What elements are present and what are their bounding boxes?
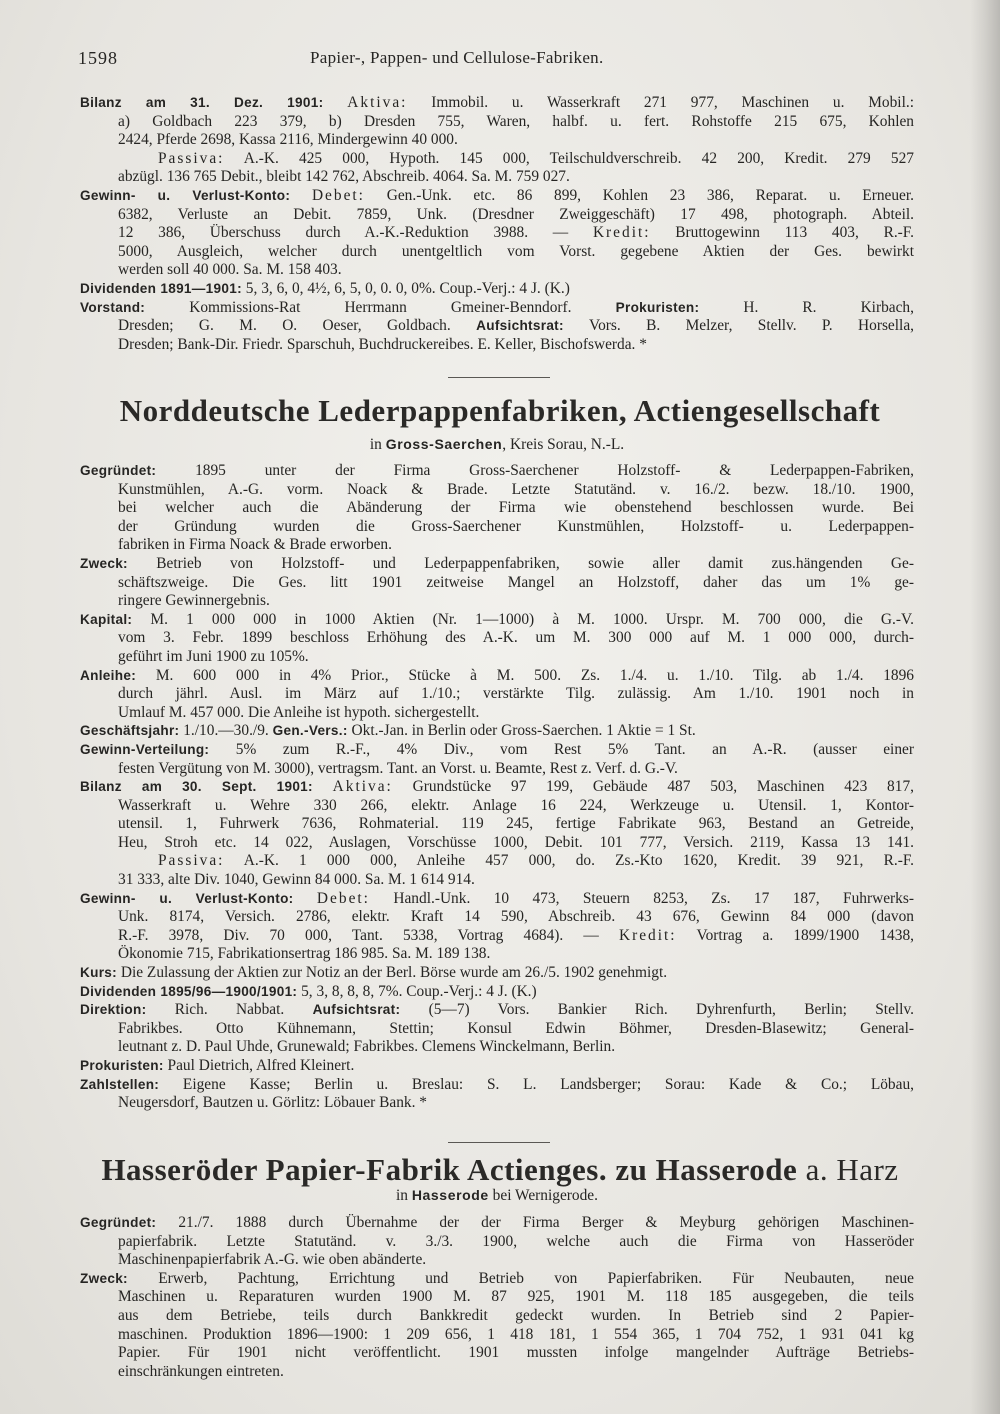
text-run: werden soll 40 000. Sa. M. 158 403. <box>118 261 342 279</box>
location-suffix: , Kreis Sorau, N.-L. <box>502 436 625 453</box>
text-line <box>80 168 914 187</box>
location-prefix: in <box>396 1187 412 1204</box>
text-run: Heu, Stroh etc. 14 022, Auslagen, Vorschüsse 1000, Debit. 101 777, Versich. 2119, Kassa 13 141. <box>118 833 914 851</box>
text-run: a) Goldbach 223 379, b) Dresden 755, Waren, halbf. u. fert. Rohstoffe 215 675, Kohlen <box>118 112 914 130</box>
field-label: Prokuristen: <box>80 1058 164 1073</box>
text-run: Fabrikbes. Otto Kühnemann, Stettin; Konsul Edwin Böhmer, Dresden-Blasewitz; General- <box>118 1019 914 1037</box>
text-line <box>80 187 914 206</box>
field-label: Dividenden 1891—1901: <box>80 280 242 296</box>
text-line <box>80 592 914 611</box>
text-line <box>80 667 914 686</box>
text-line <box>80 574 914 593</box>
text-run: Vortrag a. 1899/1900 1438, <box>676 926 914 944</box>
field-label: Gewinn- u. Verlust-Konto: <box>80 187 291 203</box>
text-run: der Gründung wurden die Gross-Saerchener Kunstmühlen, Holzstoff- u. Lederpappen- <box>118 517 914 535</box>
text-line <box>80 536 914 555</box>
field-label: Geschäftsjahr: <box>80 723 180 739</box>
text-run: papierfabrik. Letzte Statutänd. v. 3./3. 1900, welche auch die Firma von Hasseröder <box>118 1232 914 1250</box>
field-label: Prokuristen: <box>615 299 700 315</box>
field-label: Debet: <box>311 186 365 204</box>
field-label: Dividenden 1895/96—1900/1901: <box>80 983 298 999</box>
field-label: Gegründet: <box>80 463 157 478</box>
text-line <box>80 983 914 1002</box>
field-label: Aktiva: <box>332 778 393 796</box>
text-run: Kommissions-Rat Herrmann Gmeiner-Benndorf. <box>145 298 616 316</box>
text-run: Dresden; G. M. O. Oeser, Goldbach. <box>118 317 477 335</box>
text-run: 2424, Pferde 2698, Kassa 2116, Mindergewinn 40 000. <box>118 131 458 149</box>
text-line <box>80 131 914 150</box>
text-run: Unk. 8174, Versich. 2786, elektr. Kraft 14 590, Abschreib. 43 676, Gewinn 84 000 (davon <box>118 908 914 926</box>
field-label: Kredit: <box>618 926 677 944</box>
text-run: aus dem Betriebe, teils durch Bankkredit gedeckt wurden. In Betrieb sind 2 Papier- <box>118 1306 914 1324</box>
text-run <box>313 778 333 795</box>
field-label: Direktion: <box>80 1002 147 1018</box>
text-run: Maschinenpapierfabrik A.-G. wie oben abänderte. <box>118 1251 427 1269</box>
text-line <box>80 964 914 983</box>
field-label: Debet: <box>316 889 370 907</box>
text-run: Die Zulassung der Aktien zur Notiz an der Berl. Börse wurde am 26./5. 1902 genehmigt. <box>117 964 668 982</box>
text-line <box>80 1326 914 1345</box>
text-run: Dresden; Bank-Dir. Friedr. Sparschuh, Buchdruckereibes. E. Keller, Bischofswerda. * <box>118 335 647 353</box>
field-label: Gen.-Vers.: <box>272 723 348 739</box>
text-line <box>80 1270 914 1289</box>
text-run: geführt im Juni 1900 zu 105%. <box>118 647 309 665</box>
text-line <box>80 150 914 169</box>
text-line <box>80 336 914 355</box>
text-line <box>80 113 914 132</box>
text-run: leutnant z. D. Paul Uhde, Grunewald; Fabrikbes. Clemens Winckelmann, Berlin. <box>118 1038 616 1056</box>
company-location-norddeutsche <box>80 436 914 454</box>
text-run: Kunstmühlen, A.-G. vorm. Noack & Brade. Letzte Statutänd. v. 16./2. bezw. 18./10. 1900, <box>118 480 914 498</box>
text-run: vom 3. Febr. 1899 beschloss Erhöhung des A.-K. um M. 300 000 auf M. 1 000 000, durch- <box>118 629 914 647</box>
page-spine-shadow <box>970 0 1000 1414</box>
text-run: 5, 3, 8, 8, 8, 7%. Coup.-Verj.: 4 J. (K.) <box>297 982 537 1000</box>
text-line <box>80 481 914 500</box>
text-run: 5000, Ausgleich, welcher durch unentgeltlich vom Vorst. gegebene Aktien der Ges. bewirkt <box>118 242 914 260</box>
text-run: Okt.-Jan. in Berlin oder Gross-Saerchen. 1 Aktie = 1 St. <box>347 722 696 740</box>
text-line <box>80 1307 914 1326</box>
text-run: Bruttogewinn 113 403, R.-F. <box>650 224 914 242</box>
text-run: Erwerb, Pachtung, Errichtung und Betrieb von Papierfabriken. Für Neubauten, neue <box>127 1269 914 1287</box>
text-line <box>80 741 914 760</box>
field-label: Aktiva: <box>347 94 408 111</box>
text-run: Gen.-Unk. etc. 86 899, Kohlen 23 386, Reparat. u. Erneuer. <box>364 186 914 204</box>
text-run: Umlauf M. 457 000. Die Anleihe ist hypoth. sichergestellt. <box>118 703 480 721</box>
text-run: 21./7. 1888 durch Übernahme der der Firma Berger & Meyburg gehörigen Maschinen- <box>156 1214 914 1231</box>
field-label: Anleihe: <box>80 667 137 683</box>
text-run: Papier. Für 1901 nicht veröffentlicht. 1901 mussten infolge mangelnder Aufträge Betriebs- <box>118 1344 914 1362</box>
text-line <box>80 224 914 243</box>
field-label: Passiva: <box>158 852 225 870</box>
text-line <box>80 1094 914 1113</box>
text-line <box>80 280 914 299</box>
text-run: A.-K. 425 000, Hypoth. 145 000, Teilschuldverschreib. 42 200, Kredit. 279 527 <box>224 149 914 167</box>
text-line <box>80 815 914 834</box>
text-run: durch jährl. Ausl. im März auf 1./10.; verstärkte Tilg. zulässig. Am 1./10. 1901 noch in <box>118 685 914 703</box>
company-title-norddeutsche: Norddeutsche Lederpappenfabriken, Actiengesellschaft <box>119 393 881 428</box>
field-label: Kurs: <box>80 965 117 981</box>
text-line <box>80 1020 914 1039</box>
text-line <box>80 704 914 723</box>
text-run: Ökonomie 715, Fabrikationsertrag 186 985. Sa. M. 189 138. <box>118 945 491 963</box>
text-line <box>80 1076 914 1095</box>
text-run: M. 600 000 in 4% Prior., Stücke à M. 500. Zs. 1./4. u. 1./10. Tilg. ab 1./4. 1896 <box>136 666 914 684</box>
text-line <box>80 462 914 481</box>
text-run: 1895 unter der Firma Gross-Saerchener Holzstoff- & Lederpappen-Fabriken, <box>156 462 914 479</box>
company-title-hasseroder <box>60 1152 940 1188</box>
text-line <box>80 243 914 262</box>
text-run: R.-F. 3978, Div. 70 000, Tant. 5338, Vortrag 4684). — <box>118 926 619 944</box>
text-line <box>80 685 914 704</box>
field-label: Kredit: <box>592 224 651 242</box>
text-line <box>80 206 914 225</box>
text-run: (5—7) Vors. Bankier Rich. Dyhrenfurth, Berlin; Stellv. <box>400 1001 914 1019</box>
text-line <box>80 890 914 909</box>
text-line <box>80 629 914 648</box>
text-run: bei welcher auch die Abänderung der Firma wie obenstehend beschlossen wurde. Bei <box>118 499 914 517</box>
location-town: Gross-Saerchen <box>385 436 503 452</box>
text-run <box>294 890 317 907</box>
field-label: Aufsichtsrat: <box>312 1002 401 1018</box>
field-label: Kapital: <box>80 611 133 627</box>
field-label: Vorstand: <box>80 299 146 315</box>
section-divider <box>448 377 550 378</box>
text-line <box>80 518 914 537</box>
text-run: maschinen. Produktion 1896—1900: 1 209 656, 1 418 181, 1 554 365, 1 704 752, 1 931 041 kg <box>118 1325 914 1343</box>
text-line <box>80 1038 914 1057</box>
text-run: ringere Gewinnergebnis. <box>118 592 270 610</box>
text-line <box>80 1233 914 1252</box>
section-divider <box>448 1142 550 1143</box>
text-line <box>80 317 914 336</box>
text-run: 31 333, alte Div. 1040, Gewinn 84 000. Sa. M. 1 614 914. <box>118 871 475 889</box>
running-title: Papier-, Pappen- und Cellulose-Fabriken. <box>310 48 604 67</box>
text-run: abzügl. 136 765 Debit., bleibt 142 762, Abschreib. 4064. Sa. M. 759 027. <box>118 168 570 186</box>
text-line <box>80 760 914 779</box>
page-number: 1598 <box>78 48 118 68</box>
text-line <box>80 834 914 853</box>
text-line <box>80 1214 914 1233</box>
location-suffix: bei Wernigerode. <box>488 1187 598 1204</box>
company-title-tail: a. Harz <box>797 1152 899 1187</box>
text-line <box>80 1288 914 1307</box>
section-hasseroder-papier-fabrik <box>80 1214 914 1381</box>
text-run: Immobil. u. Wasserkraft 271 977, Maschinen u. Mobil.: <box>407 94 914 111</box>
field-label: Passiva: <box>158 149 225 167</box>
text-line <box>80 261 914 280</box>
text-run: fabriken in Firma Noack & Brade erworben. <box>118 536 392 554</box>
field-label: Aufsichtsrat: <box>476 318 564 334</box>
text-run: M. 1 000 000 in 1000 Aktien (Nr. 1—1000) à M. 1000. Urspr. M. 700 000, die G.-V. <box>132 610 914 628</box>
field-label: Gegründet: <box>80 1215 157 1230</box>
text-run: A.-K. 1 000 000, Anleihe 457 000, do. Zs.-Kto 1620, Kredit. 39 921, R.-F. <box>224 852 914 870</box>
field-label: Gewinn-Verteilung: <box>80 741 210 757</box>
text-line <box>80 927 914 946</box>
text-run: H. R. Kirbach, <box>699 298 914 316</box>
text-line <box>80 797 914 816</box>
text-line <box>80 1363 914 1382</box>
text-line <box>80 1001 914 1020</box>
running-header <box>78 48 918 74</box>
company-location-hasseroder <box>80 1187 914 1205</box>
text-run: 5, 3, 6, 0, 4½, 6, 5, 0, 0. 0, 0%. Coup.-Verj.: 4 J. (K.) <box>241 279 570 297</box>
section-continued-company <box>80 94 914 354</box>
text-run: Grundstücke 97 199, Gebäude 487 503, Maschinen 423 817, <box>392 778 914 796</box>
field-label: Zahlstellen: <box>80 1076 160 1092</box>
text-line <box>80 499 914 518</box>
text-run: utensil. 1, Fuhrwerk 7636, Rohmaterial. 119 245, fertige Fabrikate 963, Bestand an Getreide, <box>118 815 914 833</box>
text-run <box>290 187 312 204</box>
text-run: Betrieb von Holzstoff- und Lederpappenfabriken, sowie aller damit zus.hängenden Ge- <box>127 554 914 572</box>
field-label: Bilanz am 30. Sept. 1901: <box>80 779 313 795</box>
text-run: Paul Dietrich, Alfred Kleinert. <box>163 1057 355 1074</box>
company-title-main: Hasseröder Papier-Fabrik Actienges. zu Hasserode <box>101 1152 798 1187</box>
field-label: Zweck: <box>80 1270 128 1286</box>
text-run: Neugersdorf, Bautzen u. Görlitz: Löbauer Bank. * <box>118 1094 427 1112</box>
text-run: Maschinen u. Reparaturen wurden 1900 M. 87 925, 1901 M. 118 185 ausgegeben, die teils <box>118 1288 914 1306</box>
text-line <box>80 299 914 318</box>
text-line <box>80 94 914 113</box>
text-run: 12 386, Überschuss durch A.-K.-Reduktion 3988. — <box>118 224 593 242</box>
text-run: Handl.-Unk. 10 473, Steuern 8253, Zs. 17 187, Fuhrwerks- <box>369 889 914 907</box>
text-run: Vors. B. Melzer, Stellv. P. Horsella, <box>563 317 914 335</box>
text-line <box>80 1344 914 1363</box>
text-line <box>80 908 914 927</box>
field-label: Gewinn- u. Verlust-Konto: <box>80 890 294 906</box>
text-line <box>80 945 914 964</box>
text-run: 5% zum R.-F., 4% Div., vom Rest 5% Tant. an A.-R. (ausser einer <box>209 740 914 758</box>
text-line <box>80 611 914 630</box>
text-run: Rich. Nabbat. <box>146 1001 313 1019</box>
text-line <box>80 1251 914 1270</box>
text-run: Eigene Kasse; Berlin u. Breslau: S. L. Landsberger; Sorau: Kade & Co.; Löbau, <box>159 1075 914 1093</box>
text-line <box>80 778 914 797</box>
text-line <box>80 852 914 871</box>
text-line <box>80 871 914 890</box>
text-run: 6382, Verluste an Debit. 7859, Unk. (Dresdner Zweiggeschäft) 17 498, photograph. Abteil. <box>118 205 914 223</box>
text-line <box>80 555 914 574</box>
location-town: Hasserode <box>411 1187 489 1203</box>
text-run <box>323 94 347 111</box>
section-norddeutsche-lederpappenfabriken <box>80 462 914 1113</box>
field-label: Bilanz am 31. Dez. 1901: <box>80 95 324 110</box>
field-label: Zweck: <box>80 555 128 571</box>
text-run: 1./10.—30./9. <box>179 722 273 740</box>
text-line <box>80 1057 914 1076</box>
text-run: festen Vergütung von M. 3000), vertragsm. Tant. an Vorst. u. Beamte, Rest z. Verf. d. G.-V. <box>118 759 678 777</box>
text-run: schäftszweige. Die Ges. litt 1901 zeitweise Mangel an Holzstoff, daher das um 1% ge- <box>118 573 914 591</box>
text-line <box>80 648 914 667</box>
text-line <box>80 722 914 741</box>
location-prefix: in <box>369 436 386 453</box>
text-run: einschränkungen eintreten. <box>118 1362 284 1380</box>
text-run: Wasserkraft u. Wehre 330 266, elektr. Anlage 16 224, Werkzeuge u. Utensil. 1, Kontor- <box>118 796 914 814</box>
